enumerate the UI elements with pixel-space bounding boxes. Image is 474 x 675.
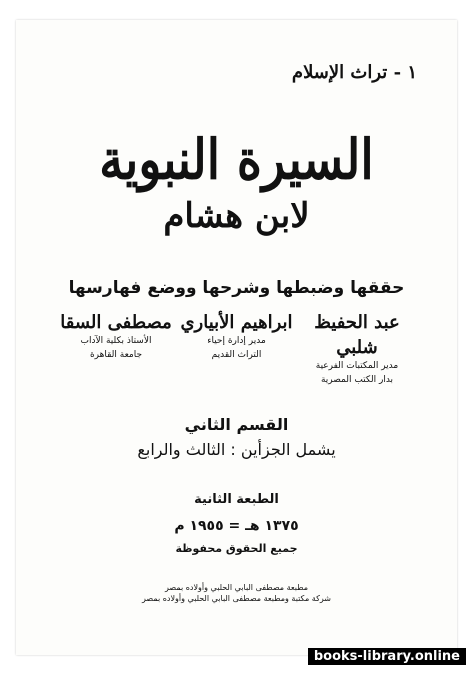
editor-org: بدار الكتب المصرية — [320, 374, 394, 385]
series-label: ١ - تراث الإسلام — [291, 62, 417, 83]
rights-notice: جميع الحقوق محفوظة — [175, 542, 298, 555]
editor-2 — [177, 310, 297, 387]
editor-org: جامعة القاهرة — [89, 349, 143, 360]
volumes-included: يشمل الجزأين : الثالث والرابع — [137, 440, 336, 459]
publisher-line-1: مطبعة مصطفى البابي الحلبي وأولاده بمصر — [164, 583, 309, 592]
publisher-imprint — [16, 582, 457, 604]
editor-name: مصطفى السقا — [60, 312, 172, 333]
editors-list — [56, 310, 417, 387]
editor-name: ابراهيم الأبياري — [180, 312, 293, 333]
editor-1 — [56, 310, 176, 387]
book-author: لابن هشام — [163, 196, 310, 236]
editor-role: مدير إدارة إحياء — [207, 336, 266, 347]
editor-role: الأستاذ بكلية الآداب — [80, 336, 152, 347]
watermark-label: books-library.online — [308, 648, 466, 665]
edition-label: الطبعة الثانية — [194, 492, 279, 507]
book-title: السيرة النبوية — [99, 127, 374, 193]
verification-credit: حققها وضبطها وشرحها ووضع فهارسها — [68, 278, 405, 298]
editor-3 — [297, 310, 417, 387]
book-title-page — [16, 20, 457, 655]
publication-date: ١٣٧٥ هـ = ١٩٥٥ م — [174, 518, 299, 534]
editor-org: التراث القديم — [211, 349, 262, 360]
editor-role: مدير المكتبات الفرعية — [315, 361, 399, 372]
editor-name: عبد الحفيظ شلبي — [314, 312, 400, 359]
section-label: القسم الثاني — [184, 415, 289, 434]
publisher-line-2: شركة مكتبة ومطبعة مصطفى البابي الحلبي وأولاده بمصر — [141, 594, 332, 604]
